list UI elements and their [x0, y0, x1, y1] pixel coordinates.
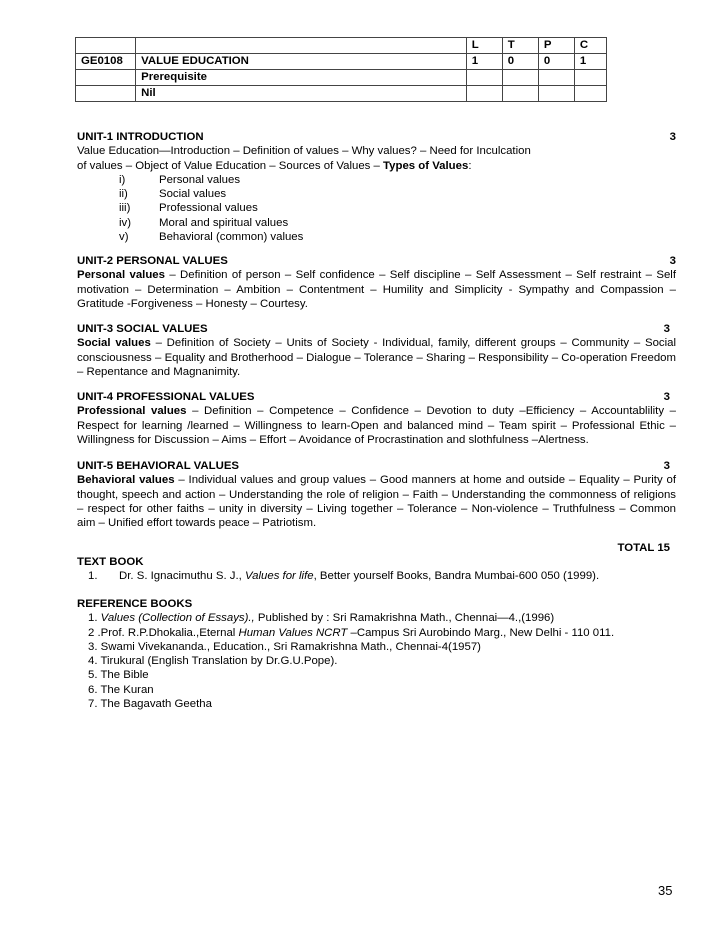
credit-c: 1 — [574, 54, 606, 70]
prereq-label-row — [76, 70, 607, 86]
unit-1-text-a: Value Education—Introduction – Definition of values – Why values? – Need for Inculcation — [77, 145, 531, 158]
col-c: C — [574, 38, 606, 54]
page-number: 35 — [658, 883, 673, 898]
values-list — [77, 173, 676, 244]
reference-item: 1. Values (Collection of Essays)., Published by : Sri Ramakrishna Math., Chennai—4.,(1996) — [88, 612, 555, 625]
unit-5-hours: 3 — [663, 460, 670, 472]
credit-t: 0 — [502, 54, 538, 70]
prereq-value-row — [76, 86, 607, 102]
unit-5-title: UNIT-5 BEHAVIORAL VALUES — [77, 460, 240, 472]
unit-3 — [77, 322, 676, 379]
unit-1-heading — [77, 130, 676, 144]
text-book-item: 1. Dr. S. Ignacimuthu S. J., Values for life, Better yourself Books, Bandra Mumbai-600 050 (1999). — [88, 570, 600, 583]
unit-4-text: Professional values – Definition – Competence – Confidence – Devotion to duty –Efficiency – Accountablility – Respect for learning /learned – Willingness to learn-Open and balanced mind – Team spirit – Professional Ethic – Willingness for Discussion – Aims – Effort – Avoidance of Procrastination and slothfulness –Alertness. — [77, 405, 676, 446]
unit-3-hours: 3 — [663, 323, 670, 335]
unit-2-hours: 3 — [669, 255, 676, 267]
col-l: L — [466, 38, 502, 54]
unit-3-text: Social values – Definition of Society – Units of Society - Individual, family, different groups – Community – Social consciousness – Equality and Brotherhood – Dialogue – Tolerance – Sharing – Responsibility – Co-operation Freedom – Repentance and Magnanimity. — [77, 337, 676, 378]
unit-1-hours: 3 — [669, 131, 676, 143]
reference-item: 4. Tirukural (English Translation by Dr.G.U.Pope). — [88, 655, 338, 668]
unit-2 — [77, 254, 676, 311]
unit-5-text: Behavioral values – Individual values and group values – Good manners at home and outside – Equality – Purity of thought, speech and action – Understanding the role of religion – Faith – Understanding the commonness of religions – respect for other faiths – unity in diversity – Living together – Tolerance – Non-violence – Truthfulness – Common aim – Unified effort towards peace – Patriotism. — [77, 474, 676, 530]
types-of-values: Types of Values — [383, 159, 469, 172]
course-table-header-row — [76, 38, 607, 54]
reference-books-section — [77, 597, 676, 711]
prereq-value: Nil — [136, 86, 467, 102]
course-code: GE0108 — [76, 54, 136, 70]
credit-l: 1 — [466, 54, 502, 70]
credit-p: 0 — [538, 54, 574, 70]
reference-item: 7. The Bagavath Geetha — [88, 698, 212, 711]
unit-4 — [77, 390, 676, 447]
unit-3-title: UNIT-3 SOCIAL VALUES — [77, 323, 208, 335]
course-table — [75, 37, 607, 102]
list-item: v) Behavioral (common) values — [119, 231, 304, 244]
list-item: ii) Social values — [119, 188, 227, 201]
reference-item: 5. The Bible — [88, 669, 149, 682]
reference-item: 2 .Prof. R.P.Dhokalia.,Eternal Human Values NCRT –Campus Sri Aurobindo Marg., New Delhi - 110 011. — [88, 626, 615, 639]
text-book-heading: TEXT BOOK — [77, 556, 144, 568]
unit-1-text-b: of values – Object of Value Education – Sources of Values – Types of Values: — [77, 159, 472, 172]
reference-item: 6. The Kuran — [88, 683, 154, 696]
unit-2-text: Personal values – Definition of person – Self confidence – Self discipline – Self Assessment – Self restraint – Self motivation – Determination – Ambition – Contentment – Humility and Simplicity - Sympathy and Compassion – Gratitude -Forgiveness – Honesty – Courtesy. — [77, 269, 676, 310]
unit-2-title: UNIT-2 PERSONAL VALUES — [77, 255, 228, 267]
reference-books-heading: REFERENCE BOOKS — [77, 598, 193, 610]
reference-item: 3. Swami Vivekananda., Education., Sri Ramakrishna Math., Chennai-4(1957) — [88, 640, 481, 653]
course-row — [76, 54, 607, 70]
course-title: VALUE EDUCATION — [136, 54, 467, 70]
list-item: iv) Moral and spiritual values — [119, 216, 289, 229]
total-hours: TOTAL 15 — [617, 542, 670, 554]
text-book-section — [77, 555, 676, 584]
col-t: T — [502, 38, 538, 54]
unit-1 — [77, 130, 676, 244]
unit-1-title: UNIT-1 INTRODUCTION — [77, 131, 204, 143]
list-item: iii) Professional values — [119, 202, 258, 215]
prereq-label: Prerequisite — [136, 70, 467, 86]
unit-4-hours: 3 — [663, 391, 670, 403]
list-item: i) Personal values — [119, 173, 241, 186]
unit-5 — [77, 459, 676, 530]
col-p: P — [538, 38, 574, 54]
unit-4-title: UNIT-4 PROFESSIONAL VALUES — [77, 391, 255, 403]
